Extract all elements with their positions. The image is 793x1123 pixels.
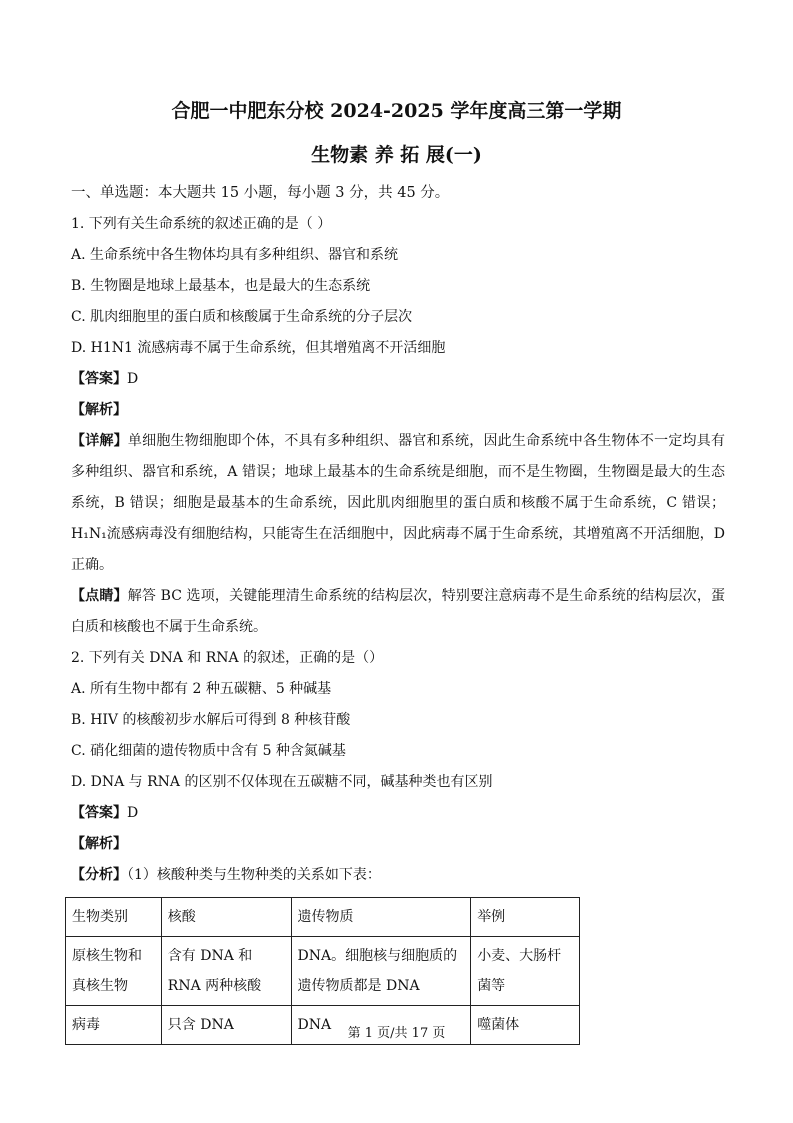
- table-cell: 含有 DNA 和 RNA 两种核酸: [161, 937, 291, 1006]
- question-2-fenxi: [71, 860, 725, 891]
- question-1-option-a: A. 生命系统中各生物体均具有多种组织、器官和系统: [71, 247, 399, 263]
- page-footer: 第 1 页/共 17 页: [347, 1026, 446, 1041]
- fenxi-tag: 【分析】: [71, 867, 127, 883]
- tip-tag: 【点睛】: [71, 588, 128, 604]
- exam-subtitle: 生物素 养 拓 展(一): [311, 144, 482, 166]
- table-cell: DNA: [291, 1006, 471, 1045]
- page-content: [71, 178, 725, 1045]
- question-2-option-c: C. 硝化细菌的遗传物质中含有 5 种含氮碱基: [71, 743, 346, 759]
- table-header-cell: 核酸: [161, 898, 291, 937]
- table-cell: DNA。细胞核与细胞质的遗传物质都是 DNA: [291, 937, 471, 1006]
- question-1-analysis-tag: [71, 395, 725, 426]
- tip-text: 解答 BC 选项，关键能理清生命系统的结构层次，特别要注意病毒不是生命系统的结构层次，蛋白质和核酸也不属于生命系统。: [71, 588, 725, 635]
- table-cell: 小麦、大肠杆菌等: [471, 937, 580, 1006]
- question-2-option-b: B. HIV 的核酸初步水解后可得到 8 种核苷酸: [71, 712, 351, 728]
- question-1-detail: [71, 426, 725, 581]
- table-cell: 原核生物和真核生物: [66, 937, 162, 1006]
- analysis-tag: 【解析】: [71, 836, 127, 852]
- question-1-option-d: D. H1N1 流感病毒不属于生命系统，但其增殖离不开活细胞: [71, 340, 446, 356]
- table-cell: 噬菌体: [471, 1006, 580, 1045]
- exam-title: 合肥一中肥东分校 2024-2025 学年度高三第一学期: [171, 100, 622, 122]
- answer-value: D: [127, 805, 139, 821]
- question-1-option-c: C. 肌肉细胞里的蛋白质和核酸属于生命系统的分子层次: [71, 309, 413, 325]
- fenxi-text: （1）核酸种类与生物种类的关系如下表：: [127, 867, 381, 883]
- table-cell: 病毒: [66, 1006, 162, 1045]
- table-header-cell: 遗传物质: [291, 898, 471, 937]
- table-header-row: [66, 898, 580, 937]
- answer-value: D: [127, 371, 139, 387]
- question-2-analysis-tag: [71, 829, 725, 860]
- table-header-cell: 举例: [471, 898, 580, 937]
- section-header: 一、单选题：本大题共 15 小题，每小题 3 分，共 45 分。: [71, 185, 450, 201]
- analysis-tag: 【解析】: [71, 402, 127, 418]
- question-2-answer: [71, 798, 725, 829]
- question-1-answer: [71, 364, 725, 395]
- question-2-option-d: D. DNA 与 RNA 的区别不仅体现在五碳糖不同，碱基种类也有区别: [71, 774, 493, 790]
- table-header-cell: 生物类别: [66, 898, 162, 937]
- question-2-stem: 2. 下列有关 DNA 和 RNA 的叙述，正确的是（）: [71, 650, 384, 666]
- question-1-option-b: B. 生物圈是地球上最基本，也是最大的生态系统: [71, 278, 371, 294]
- detail-text: 单细胞生物细胞即个体，不具有多种组织、器官和系统，因此生命系统中各生物体不一定均具有多种组织、器官和系统，A 错误；地球上最基本的生命系统是细胞，而不是生物圈，生物圈是最大的生态系统，B 错误；细胞是最基本的生命系统，因此肌肉细胞里的蛋白质和核酸不属于生命系统，C 错误；H₁N₁流感病毒没有细胞结构，只能寄生在活细胞中，因此病毒不属于生命系统，其增殖离不开活细胞，D 正确。: [71, 433, 725, 573]
- question-2-option-a: A. 所有生物中都有 2 种五碳糖、5 种碱基: [71, 681, 332, 697]
- question-1-tip: [71, 581, 725, 643]
- answer-tag: 【答案】: [71, 371, 127, 387]
- table-cell: 只含 DNA: [161, 1006, 291, 1045]
- detail-tag: 【详解】: [71, 433, 128, 449]
- answer-tag: 【答案】: [71, 805, 127, 821]
- table-row: [66, 937, 580, 1006]
- question-1-stem: 1. 下列有关生命系统的叙述正确的是（ ）: [71, 216, 332, 232]
